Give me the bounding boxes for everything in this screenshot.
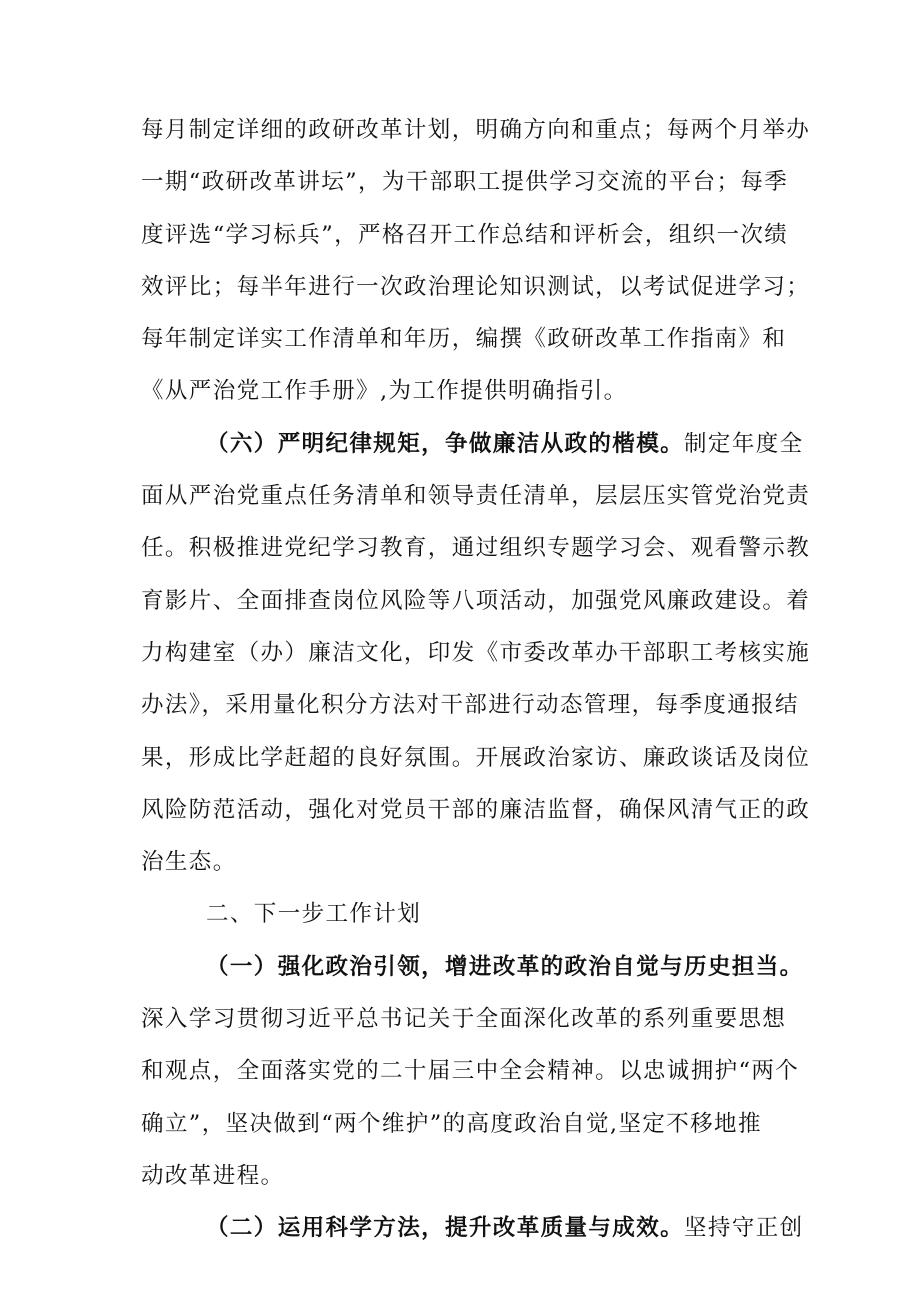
text-line: 和观点，全面落实党的二十届三中全会精神。以忠诚拥护“两个 — [141, 1058, 800, 1085]
section-heading-text: 二、下一步工作计划 — [206, 901, 422, 928]
text-line: 确立”，坚决做到“两个维护”的高度政治自觉,坚定不移地推 — [141, 1110, 762, 1137]
text-line: 一期“政研改革讲坛”，为干部职工提供学习交流的平台；每季 — [141, 169, 789, 196]
text-line: 任。积极推进党纪学习教育，通过组织专题学习会、观看警示教 — [141, 535, 811, 562]
document-body — [141, 104, 811, 1255]
text-line: 风险防范活动，强化对党员干部的廉洁监督，确保风清气正的政 — [141, 796, 811, 823]
text-line — [141, 418, 804, 470]
text-run: 坚持守正创 — [684, 1215, 804, 1242]
text-line: 深入学习贯彻习近平总书记关于全面深化改革的系列重要思想 — [141, 1006, 787, 1033]
text-line: 度评选“学习标兵”，严格召开工作总结和评析会，组织一次绩 — [141, 221, 789, 248]
paragraph-scientific-methods — [141, 1202, 804, 1254]
paragraph-heading: （六）严明纪律规矩，争做廉洁从政的楷模。 — [206, 430, 685, 457]
text-line: 果，形成比学赶超的良好氛围。开展政治家访、廉政谈话及岗位 — [141, 744, 811, 771]
text-line: 效评比；每半年进行一次政治理论知识测试，以考试促进学习； — [141, 273, 811, 300]
text-line: 力构建室（办）廉洁文化，印发《市委改革办干部职工考核实施 — [141, 639, 811, 666]
text-line: 治生态。 — [141, 849, 237, 876]
text-line: 《从严治党工作手册》,为工作提供明确指引。 — [141, 378, 628, 405]
text-line: 育影片、全面排查岗位风险等八项活动，加强党风廉政建设。着 — [141, 587, 811, 614]
text-line: 动改革进程。 — [141, 1162, 285, 1189]
paragraph-political-leadership — [141, 941, 804, 1202]
text-line: 每年制定详实工作清单和年历，编撰《政研改革工作指南》和 — [141, 326, 787, 353]
text-line — [141, 1202, 804, 1254]
paragraph-heading: （二）运用科学方法，提升改革质量与成效。 — [206, 1215, 685, 1242]
paragraph-discipline — [141, 418, 811, 889]
text-run: 制定年度全 — [684, 430, 804, 457]
section-heading — [141, 888, 781, 940]
text-line: 每月制定详细的政研改革计划，明确方向和重点；每两个月举办 — [141, 117, 811, 143]
paragraph-continuation — [141, 104, 811, 418]
text-line: 面从严治党重点任务清单和领导责任清单，层层压实管党治党责 — [141, 483, 811, 510]
paragraph-heading: （一）强化政治引领，增进改革的政治自觉与历史担当。 — [206, 953, 804, 980]
text-line: 办法》，采用量化积分方法对干部进行动态管理，每季度通报结 — [141, 692, 799, 719]
